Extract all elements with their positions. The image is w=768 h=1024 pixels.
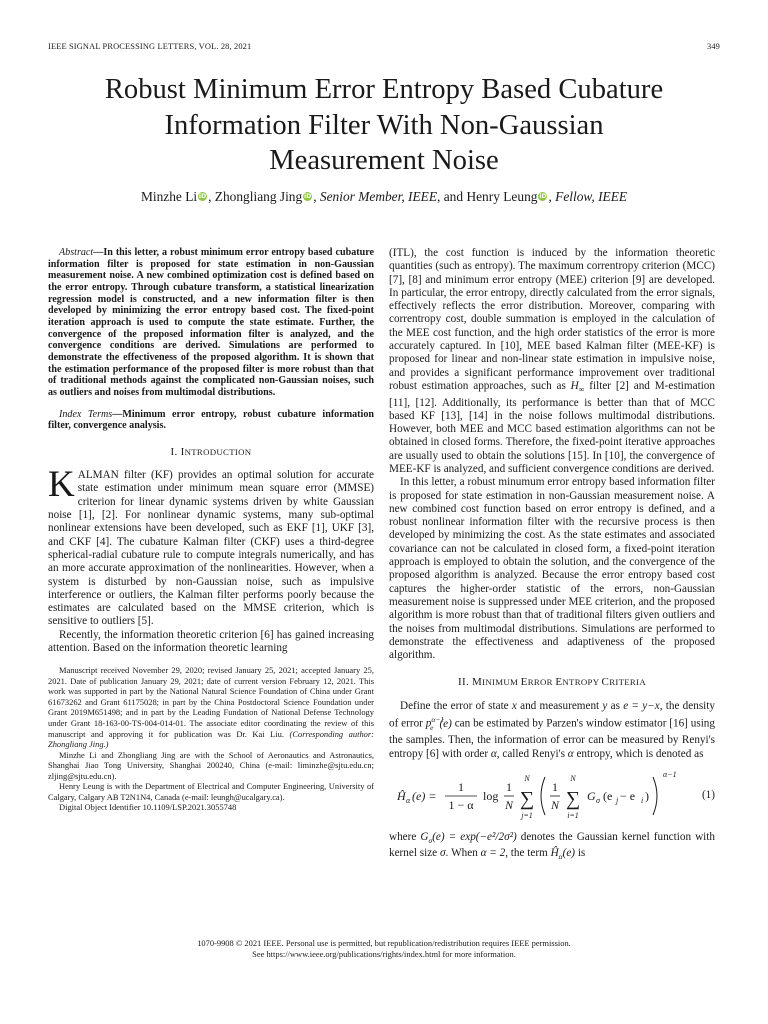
svg-text:log: log: [483, 788, 499, 803]
svg-text:σ: σ: [596, 795, 600, 805]
svg-text:N: N: [570, 773, 576, 783]
title-line-1: Robust Minimum Error Entropy Based Cubature: [104, 74, 664, 105]
copyright-footer: [48, 938, 720, 959]
index-terms-text: —Minimum error entropy, robust cubature information filter, convergence analysis.: [48, 408, 374, 432]
equation-1: [389, 767, 715, 827]
svg-text:j: j: [616, 795, 619, 805]
sec2-paragraph-1: Define the error of state x and measurement y as e = y−x, the density of error $p^{\alpha-1}_e$ (e) can be estimated by Parzen's window estimator [16] using the samples. Then, the information of error can be measured by Renyi's entropy [6] with order α, called Renyi's α entropy, which is denoted as: [389, 699, 715, 760]
orcid-icon[interactable]: iD: [198, 193, 207, 200]
author-name: Zhongliang Jing: [214, 189, 303, 204]
author-role: Senior Member, IEEE: [319, 189, 438, 204]
svg-text:N: N: [504, 797, 514, 812]
svg-text:1 − α: 1 − α: [448, 797, 474, 812]
author-role: Fellow, IEEE: [555, 189, 628, 204]
intro-paragraph-2: Recently, the information theoretic criterion [6] has gained increasing attention. Based on the information theoretic learning: [48, 628, 374, 654]
svg-text:(e) =: (e) =: [412, 788, 437, 803]
footnote-affiliation-1: Minzhe Li and Zhongliang Jing are with the School of Aeronautics and Astronautics, Shanghai Jiao Tong University, Shanghai 200240, China (e-mail: liminzhe@sjtu.edu.cn; zljing@sjtu.edu.cn).: [48, 749, 374, 781]
abstract: [48, 247, 374, 399]
running-header: [48, 42, 720, 56]
title-line-3: Measurement Noise: [269, 145, 499, 176]
equation-number: (1): [701, 788, 715, 801]
author-separator: ,: [208, 189, 215, 204]
svg-text:∑: ∑: [565, 787, 581, 810]
right-column: [389, 247, 715, 864]
svg-text:G: G: [587, 788, 596, 803]
svg-text:α−1: α−1: [663, 769, 677, 779]
svg-text:Ĥ: Ĥ: [397, 788, 406, 803]
svg-text:1: 1: [458, 779, 464, 794]
svg-text:N: N: [550, 797, 560, 812]
svg-text:1: 1: [506, 779, 512, 794]
section-heading-mee-criteria: II. MINIMUM ERROR ENTROPY CRITERIA: [458, 676, 646, 689]
svg-text:N: N: [524, 773, 530, 783]
left-column: [48, 247, 374, 813]
intro-paragraph-4: In this letter, a robust minumum error entropy based information filter is proposed for state estimation in non-Gaussian measurement noise. A new combined cost function based on error entropy is defined, and a robust nonlinear information filter with the recursive process is then developed by minimizing the cost. As the state estimates and associated covariance can not be calculated in closed form, a fixed-point iteration approach is employed to obtain the solution, and the convergence of the proposed algorithm is analyzed. Because the error entropy based cost captures the higher-order statistic of the errors, non-Gaussian measurement noise is suppressed under MEE criterion, and the proposed algorithm is more robust than that of traditional filters given outliers and the noises from multimodal distributions. Simulations are performed to demonstrate the effectiveness and adaptiveness of the proposed algorithm.: [389, 476, 715, 662]
math-h-infinity: H: [570, 379, 579, 392]
svg-text:α: α: [406, 795, 411, 805]
svg-text:i=1: i=1: [567, 810, 579, 820]
footnote-affiliation-2: Henry Leung is with the Department of Electrical and Computer Engineering, University of Calgary, Calgary AB T2N1N4, Canada (e-mail: leungh@ucalgary.ca).: [48, 781, 374, 802]
author-separator: , and: [437, 189, 467, 204]
svg-text:− e: − e: [620, 788, 636, 803]
title-line-2: Information Filter With Non-Gaussian: [164, 109, 604, 141]
index-terms: [48, 409, 374, 432]
equation-1-formula: [397, 767, 697, 827]
rights-link[interactable]: See https://www.ieee.org/publications/rights/index.html for more information.: [252, 948, 516, 959]
author-list: Minzhe Li iD , Zhongliang Jing iD , Senior Member, IEEE, and Henry Leung iD , Fellow, IEEE: [140, 189, 628, 204]
orcid-icon[interactable]: iD: [304, 193, 312, 200]
orcid-icon[interactable]: iD: [539, 193, 547, 200]
drop-cap: K: [48, 464, 75, 506]
author-name: Henry Leung: [466, 189, 538, 204]
journal-name: IEEE SIGNAL PROCESSING LETTERS, VOL. 28, 2021: [48, 42, 252, 51]
svg-text:∑: ∑: [519, 787, 535, 810]
author-name: Minzhe Li: [140, 189, 198, 204]
sec2-paragraph-2: where $G_\sigma(e) = \exp(-e^2/2\sigma^2)$ denotes the Gaussian kernel function with kernel size σ. When α = 2, the term $Ĥ_\alpha(e)$ is: [389, 830, 715, 862]
svg-text:1: 1: [552, 779, 558, 794]
abstract-label: Abstract: [59, 247, 94, 258]
footnote-manuscript: Manuscript received November 29, 2020; revised January 25, 2021; accepted January 25, 2021. Date of publication January 29, 2021; date of current version February 12, 2021. This work was supported in part by the National Natural Science Foundation of China under Grant 61673262 and Grant 61175028; in part by the China Postdoctoral Science Foundation under Grant 2019M651498; and in part by the Leading Fundation of National Defense Technology under Grant 18-163-00-TS-004-014-01. The associate editor coordinating the review of this manuscript and approving it for publication was Dr. Kai Liu. (Corresponding author: Zhongliang Jing.): [48, 665, 374, 750]
svg-text:j=1: j=1: [521, 810, 533, 820]
intro-paragraph-1: KALMAN filter (KF) provides an optimal solution for accurate state estimation under minimum mean square error (MMSE) criterion for linear dynamic systems driven by white Gaussian noise [1], [2]. For nonlinear dynamic systems, many sub-optimal nonlinear extensions have been developed, such as EKF [1], UKF [3], and CKF [4]. The cubature Kalman filter (CKF) uses a third-degree spherical-radial cubature rule to compute integrals numerically, and has an more accurate approximation of the nonlinearities. However, when a system is disturbed by non-Gaussian noise, such as impulsive interference or outliers, the Kalman filter performs poorly because the estimates are calculated based on the MMSE criterion, which is sensitive to outliers [5].: [48, 464, 374, 628]
index-terms-label: Index Terms: [59, 408, 113, 420]
corresponding-author: (Corresponding author: Zhongliang Jing.): [48, 728, 374, 750]
section-heading-introduction: I. INTRODUCTION: [170, 445, 252, 458]
footnote-doi: Digital Object Identifier 10.1109/LSP.2021.3055748: [59, 802, 237, 813]
abstract-text: —In this letter, a robust minimum error entropy based cubature information filter is proposed for state estimation in non-Gaussian measurement noise. A new combined optimization cost is defined based on the error entropy. Through cubature transform, a statistical linearization regression model is constructed, and a new information filter is then developed by minimizing the error entropy based cost. The fixed-point iteration approach is used to compute the state estimate. Further, the convergence of the proposed information filter is analyzed, and the convergence conditions are derived. Simulations are performed to demonstrate the effectiveness of the proposed algorithm. It is shown that the estimation performance of the proposed filter is more robust than that of traditional methods against the complicated non-Gaussian noises, such as outliers and noises from multimodal distributions.: [48, 247, 374, 398]
svg-text:i: i: [641, 795, 644, 805]
svg-text:): ): [645, 788, 649, 803]
paper-title: [40, 72, 728, 179]
svg-text:(e: (e: [603, 788, 613, 803]
copyright-line: 1070-9908 © 2021 IEEE. Personal use is permitted, but republication/redistribution requires IEEE permission.: [197, 938, 571, 948]
page-number: 349: [706, 42, 720, 51]
intro-paragraph-3: (ITL), the cost function is induced by the information theoretic quantities (such as entropy). The maximum correntropy criterion (MCC) [7], [8] and minimum error entropy (MEE) criterion [9] are developed. In particular, the error entropy, directly calculated from the error signals, effectively reflects the error distribution. Moreover, comparing with correntropy cost, double summation is employed in the calculation of the MEE cost function, and the high order statistics of the error is more accurately captured. In [10], MEE based Kalman filter (MEE-KF) is proposed for linear and non-linear state estimation in impulsive noise, and provides a significant performance improvement over traditional robust estimation approaches, such as $H_\infty$ filter [2] and M-estimation [11], [12]. Additionally, its performance is better than that of MCC based KF [13], [14] in the noise follows multimodal distributions. However, both MEE and MCC based estimation algorithms can not be obtained in closed forms. Therefore, the fixed-point iterative approaches are usually used to obtain the solutions [15]. In [10], the convergence of MEE-KF is analyzed, and sufficient convergence conditions are derived.: [389, 247, 715, 475]
